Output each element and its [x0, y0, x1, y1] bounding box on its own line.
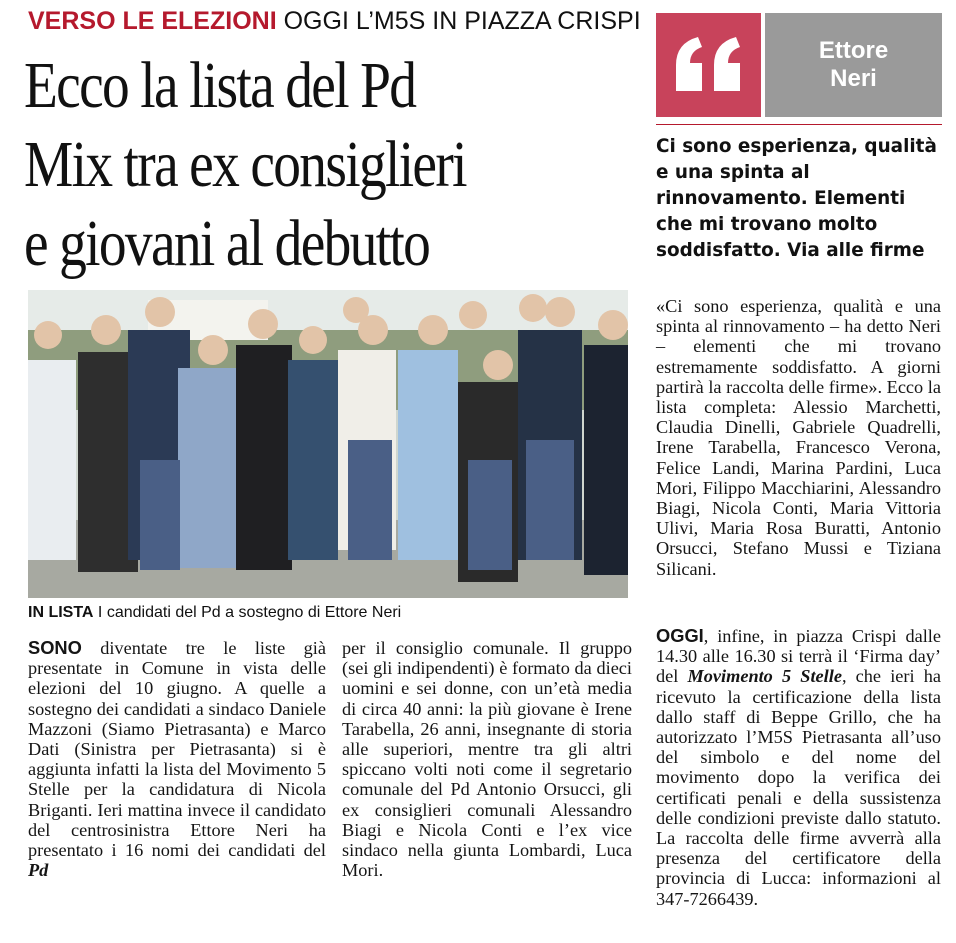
headline-line-3: e giovani al debutto: [24, 207, 430, 280]
kicker: [28, 6, 641, 36]
author-first-name: Ettore: [818, 37, 889, 64]
column-1-text: diventate tre le liste già presentate in Comune in vista delle elezioni del 10 giugno. A quelle a sostegno dei candidati a sindaco Daniele Mazzoni (Siamo Pietrasanta) e Marco Dati (Sinistra per Pietrasanta) si è aggiunta infatti la lista del Movimento 5 Stelle per la candidatura di Nicola Briganti. Ieri mattina invece il candidato del centrosinistra Ettore Neri ha presentato i 16 nomi dei candidati del: [28, 638, 326, 861]
kicker-topic: OGGI L’M5S IN PIAZZA CRISPI: [283, 7, 641, 35]
photo-caption: [28, 603, 638, 623]
column-3-emphasis: Movimento 5 Stelle: [687, 666, 842, 687]
article-column-2: [342, 638, 632, 880]
column-1-emphasis: Pd: [28, 860, 49, 881]
article-column-3-bottom: [656, 626, 941, 909]
column-3-text-b: , che ieri ha ricevuto la certificazione della lista dallo staff di Beppe Grillo, che ha autorizzato l’M5S Pietrasanta all’uso del simbolo e del nome del movimento dopo la verifica dei certificati penali e della sussistenza delle condizioni previste dallo statuto. La raccolta delle firme avverrà alla presenza del certificatore della provincia di Lucca: informazioni al 347-7266439.: [656, 666, 941, 909]
article-column-1: [28, 638, 326, 880]
author-box: [765, 13, 942, 117]
group-photo: [28, 290, 628, 598]
column-1-lead: SONO: [28, 637, 82, 658]
column-3-lead: OGGI: [656, 625, 704, 646]
quote-box: [656, 13, 761, 117]
headline-line-1: Ecco la lista del Pd: [24, 49, 416, 122]
quote-marks-icon: [656, 13, 761, 117]
headline-line-2: Mix tra ex consiglieri: [24, 128, 466, 201]
divider: [656, 124, 942, 125]
article-column-3-top: [656, 296, 941, 579]
column-3-top-text: «Ci sono esperienza, qualità e una spinta al rinnovamento – ha detto Neri – elementi che mi trovano estremamente soddisfatto. A giorni partirà la raccolta delle firme». Ecco la lista completa: Alessio Marchetti, Claudia Dinelli, Gabriele Quadrelli, Irene Tarabella, Francesco Verona, Felice Landi, Marina Pardini, Luca Mori, Filippo Macchiarini, Alessandro Biagi, Nicola Conti, Maria Vittoria Ulivi, Maria Rosa Buratti, Antonio Orsucci, Stefano Mussi e Tiziana Silicani.: [656, 296, 941, 579]
headline: [24, 46, 536, 283]
caption-text: I candidati del Pd a sostegno di Ettore Neri: [93, 604, 402, 621]
column-3-text-a: , infine, in piazza Crispi dalle 14.30 alle 16.30 si terrà il ‘Firma day’ del: [656, 626, 941, 687]
group-photo-icon: [28, 290, 628, 598]
column-2-text: per il consiglio comunale. Il gruppo (sei gli indipendenti) è formato da dieci uomini e sei donne, con un’età media di circa 40 anni: la più giovane è Irene Tarabella, 26 anni, insegnante di storia alle superiori, mentre tra gli altri spiccano volti noti come il segretario comunale del Pd Antonio Orsucci, gli ex consiglieri comunali Alessandro Biagi e Nicola Conti e l’ex vice sindaco nella giunta Lombardi, Luca Mori.: [342, 638, 632, 881]
kicker-section: VERSO LE ELEZIONI: [28, 7, 277, 35]
caption-label: IN LISTA: [28, 604, 94, 621]
author-last-name: Neri: [830, 65, 877, 92]
pull-quote: Ci sono esperienza, qualità e una spinta al rinnovamento. Elementi che mi trovano molto soddisfatto. Via alle firme: [656, 136, 937, 261]
